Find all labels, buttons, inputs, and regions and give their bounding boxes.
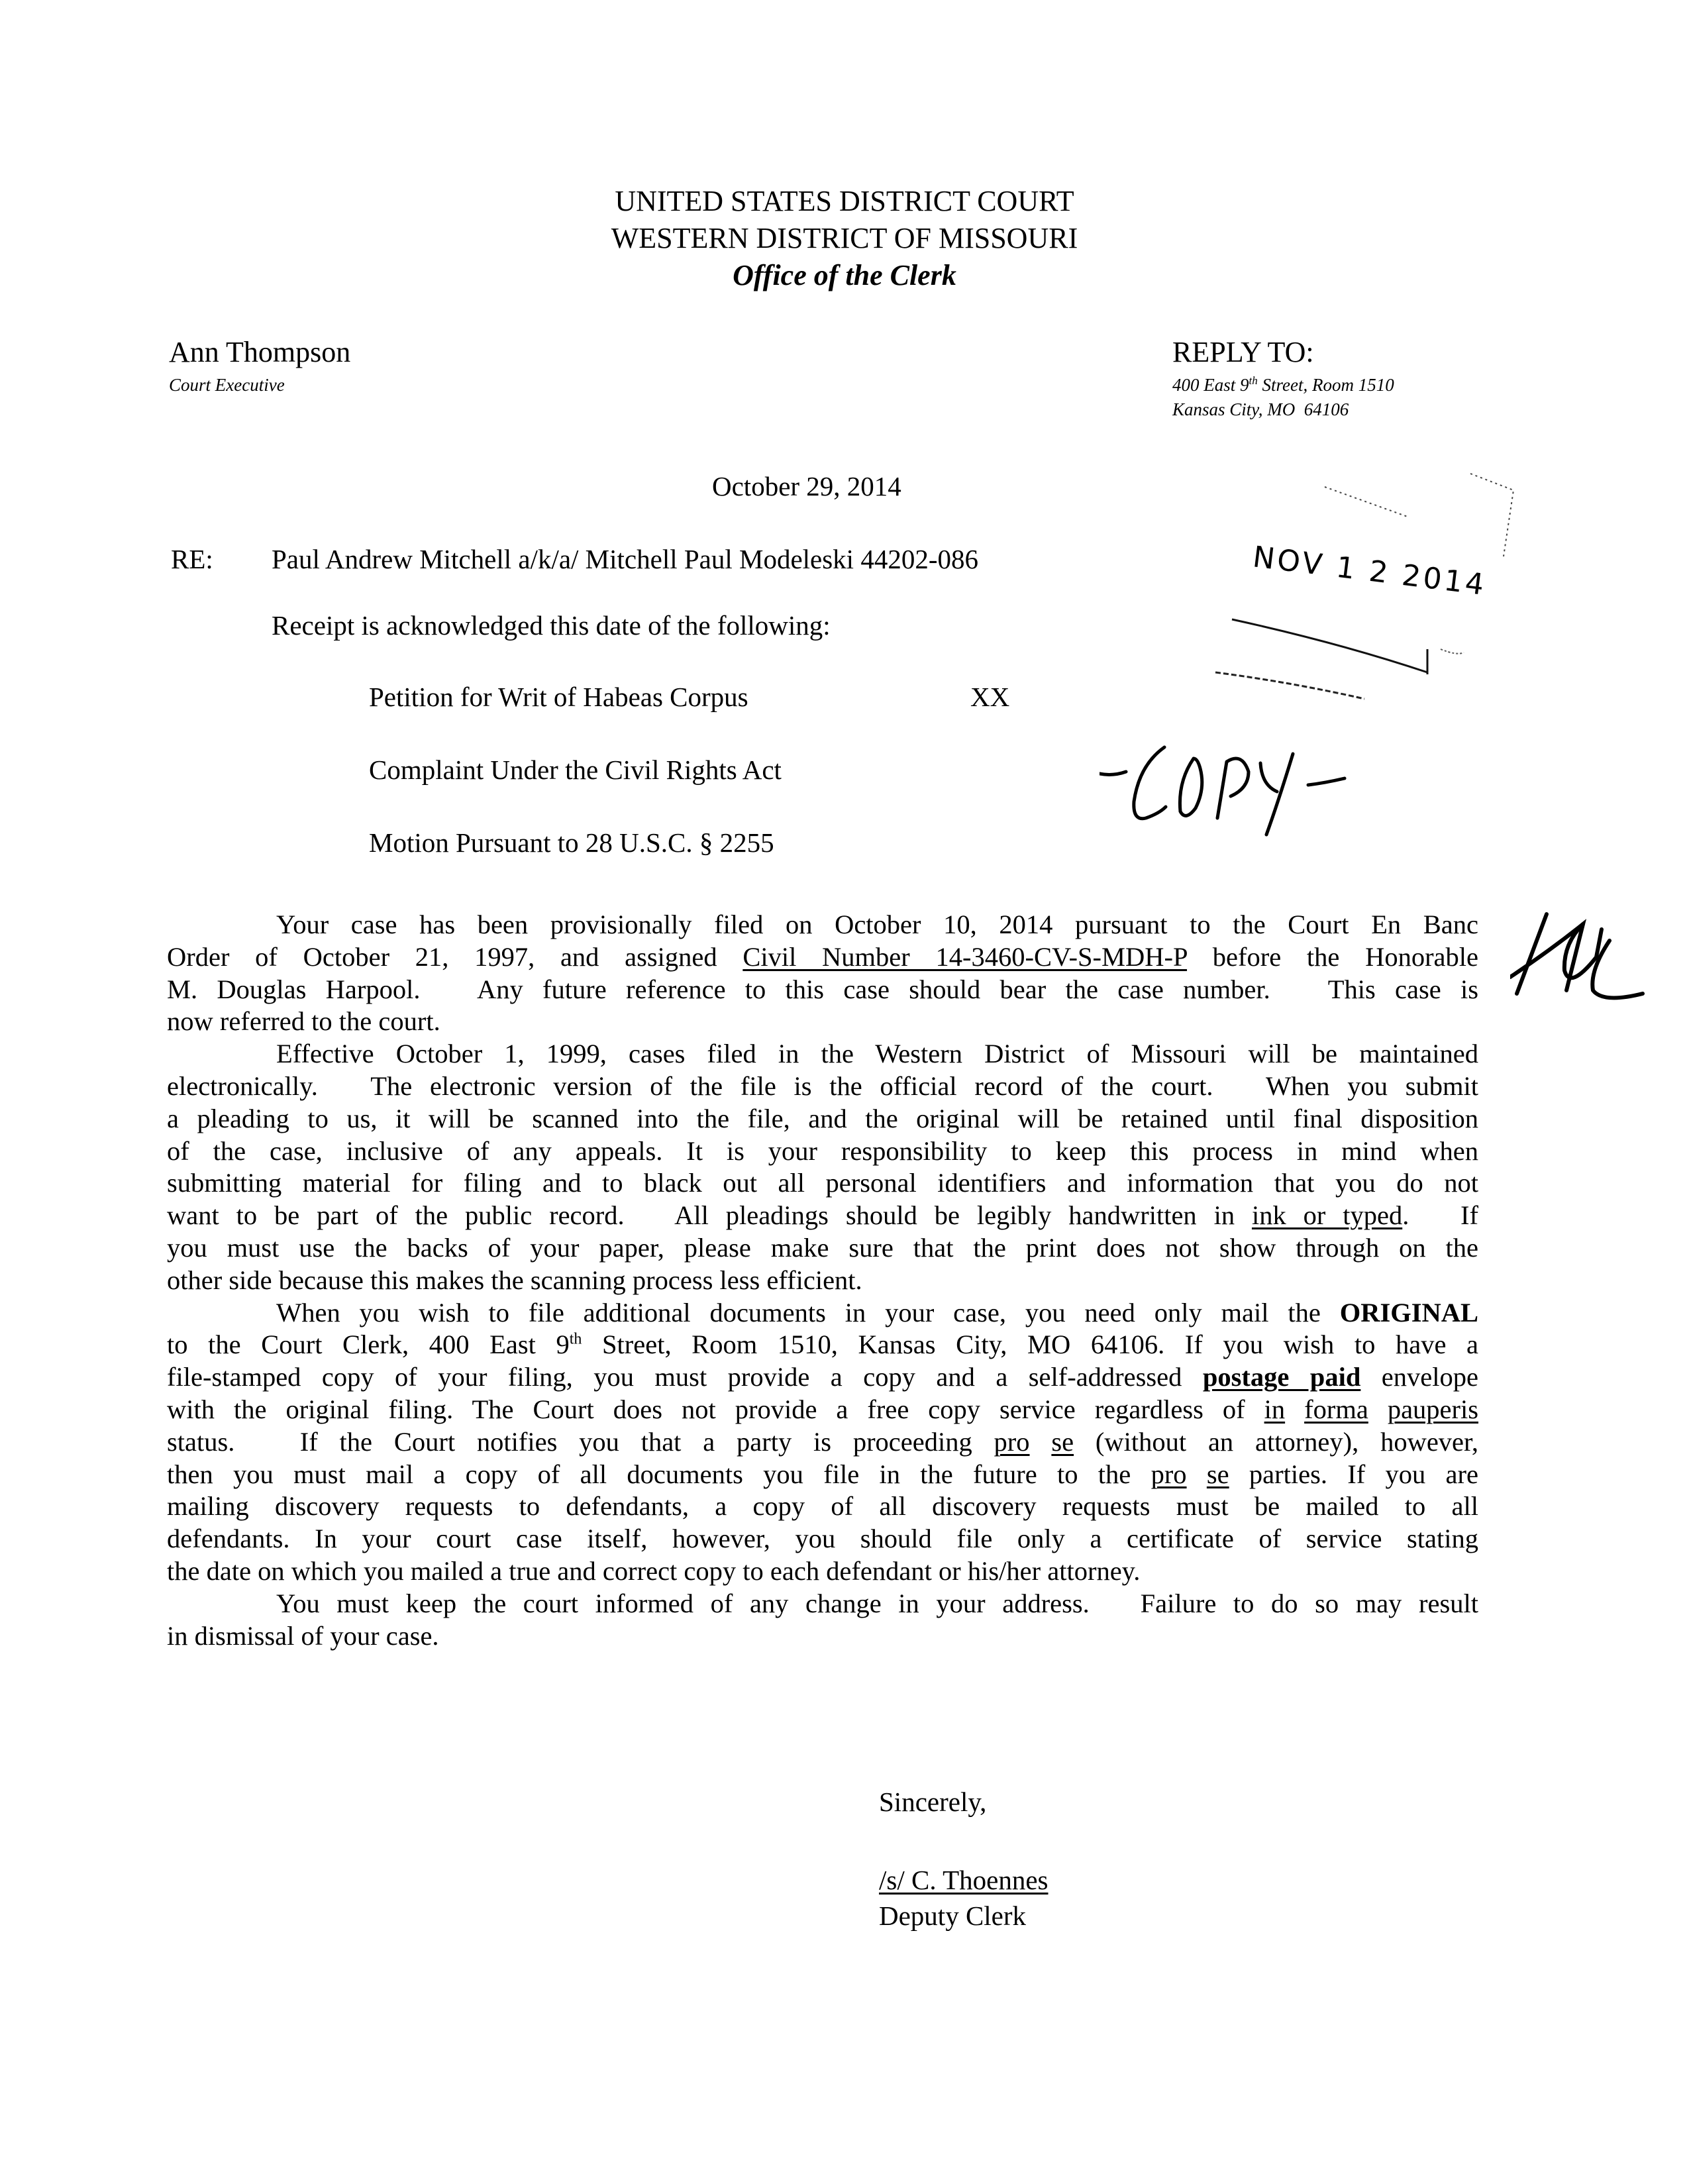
original-emphasis: ORIGINAL: [1339, 1297, 1478, 1327]
copy-letter-c: [1134, 747, 1166, 819]
paragraph3-line3-pre: file-stamped copy of your filing, you must provide a copy and a self-addressed: [167, 1362, 1203, 1392]
paragraph3-line2-post: Street, Room 1510, Kansas City, MO 64106. If you wish to have a: [582, 1329, 1478, 1360]
received-date-stamp: [1179, 450, 1616, 729]
paragraph1-line2-post: before the Honorable: [1187, 941, 1479, 972]
paragraph2-line8: other side because this makes the scanning process less efficient.: [167, 1265, 862, 1295]
reply-to-address-line1: [1172, 376, 1394, 394]
paragraph2-line5: submitting material for filing and to black out all personal identifiers and information that you do not: [167, 1168, 1478, 1198]
paragraph3-line7: mailing discovery requests to defendants, a copy of all discovery requests must be mailed to all: [167, 1491, 1478, 1522]
copy-letter-p: [1217, 758, 1249, 818]
paragraph1-line4: now referred to the court.: [167, 1006, 440, 1037]
paragraph3-line5-post: (without an attorney), however,: [1074, 1426, 1479, 1457]
initials-stroke-m: [1592, 941, 1643, 998]
initials-stroke-p: [1510, 914, 1583, 994]
in-forma-pauperis-1: in: [1264, 1394, 1286, 1424]
pro-se-2: se: [1051, 1426, 1074, 1457]
re-label: RE:: [171, 544, 213, 574]
pro-se-3: pro: [1151, 1459, 1187, 1489]
paragraph3-line5-pre: status. If the Court notifies you that a party is proceeding: [167, 1426, 994, 1457]
stamp-rule: [1215, 672, 1364, 699]
reply-to-street: 400 East 9: [1172, 375, 1249, 395]
stamp-mark: [1441, 649, 1464, 654]
paragraph3-line2-pre: to the Court Clerk, 400 East 9: [167, 1329, 570, 1360]
paragraph3-line1: [167, 1297, 1478, 1329]
sender-name: Ann Thompson: [169, 336, 351, 368]
closing-signature: /s/ C. Thoennes: [879, 1865, 1049, 1895]
checklist-item-2255: Motion Pursuant to 28 U.S.C. § 2255: [369, 827, 774, 858]
paragraph3-line6-pre: then you must mail a copy of all documents you file in the future to the: [167, 1459, 1151, 1489]
handwritten-initials: [1510, 911, 1676, 1017]
copy-letter-y: [1260, 754, 1293, 835]
in-forma-pauperis-2: forma: [1304, 1394, 1368, 1424]
paragraph2-line4: of the case, inclusive of any appeals. It is your responsibility to keep this process in mind when: [167, 1135, 1478, 1166]
paragraph3-line6-post: parties. If you are: [1229, 1459, 1478, 1489]
court-name: UNITED STATES DISTRICT COURT: [615, 185, 1074, 217]
paragraph3-line5: [167, 1426, 1478, 1459]
district-name: WESTERN DISTRICT OF MISSOURI: [611, 222, 1078, 254]
reply-to-address-line2: Kansas City, MO 64106: [1172, 399, 1349, 419]
re-subject: Paul Andrew Mitchell a/k/a/ Mitchell Paul Modeleski 44202-086: [272, 544, 978, 574]
in-forma-pauperis-3: pauperis: [1387, 1394, 1479, 1424]
checklist-item-civil-rights: Complaint Under the Civil Rights Act: [369, 754, 782, 785]
pro-se-1: pro: [994, 1426, 1030, 1457]
copy-dash-right: [1308, 778, 1345, 785]
paragraph3-line2: [167, 1329, 1478, 1361]
paragraph3-line8: defendants. In your court case itself, however, you should file only a certificate of service stating: [167, 1524, 1478, 1554]
paragraph3-line3: [167, 1361, 1478, 1394]
handwritten-copy-mark: [1100, 735, 1563, 881]
paragraph3-line4: [167, 1394, 1478, 1426]
paragraph2-line3: a pleading to us, it will be scanned into the file, and the original will be retained until final disposition: [167, 1103, 1478, 1133]
paragraph3-line6: [167, 1459, 1478, 1491]
copy-letter-o: [1180, 758, 1202, 815]
paragraph2-line2: electronically. The electronic version of the file is the official record of the court. When you submit: [167, 1070, 1478, 1101]
case-number: Civil Number 14-3460-CV-S-MDH-P: [742, 941, 1188, 972]
paragraph2-line6: [167, 1200, 1478, 1232]
paragraph1-line2-pre: Order of October 21, 1997, and assigned: [167, 941, 743, 972]
paragraph1-line3: M. Douglas Harpool. Any future reference to this case should bear the case number. This case is: [167, 974, 1478, 1004]
letter-date: October 29, 2014: [712, 471, 901, 501]
checklist-mark-habeas: XX: [970, 682, 1010, 712]
paragraph1-line2: [167, 941, 1478, 974]
ink-or-typed: ink or typed: [1251, 1200, 1403, 1231]
paragraph3-line2-sup: th: [569, 1330, 582, 1348]
stamp-frame-line: [1325, 487, 1408, 517]
paragraph3-line1-pre: When you wish to file additional documents in your case, you need only mail the: [276, 1297, 1340, 1327]
stamp-date-text: NOV 1 2 2014: [1251, 540, 1489, 603]
paragraph2-line7: you must use the backs of your paper, please make sure that the print does not show through on the: [167, 1232, 1478, 1263]
paragraph1-line1: Your case has been provisionally filed on October 10, 2014 pursuant to the Court En Banc: [276, 910, 1478, 939]
paragraph4-line2: in dismissal of your case.: [167, 1620, 439, 1651]
paragraph3-line4-pre: with the original filing. The Court does not provide a free copy service regardless of: [167, 1394, 1264, 1424]
postage-paid-emphasis: postage paid: [1202, 1362, 1361, 1392]
pro-se-4: se: [1206, 1459, 1229, 1489]
paragraph2-line6-pre: want to be part of the public record. All pleadings should be legibly handwritten in: [167, 1200, 1252, 1231]
paragraph3-line9: the date on which you mailed a true and correct copy to each defendant or his/her attorney.: [167, 1555, 1141, 1586]
office-name: Office of the Clerk: [733, 259, 956, 291]
letter-body: [167, 909, 1478, 1652]
closing-salutation: Sincerely,: [879, 1787, 987, 1817]
paragraph2-line1: Effective October 1, 1999, cases filed in the Western District of Missouri will be maintained: [276, 1039, 1478, 1069]
receipt-intro: Receipt is acknowledged this date of the following:: [272, 610, 831, 641]
stamp-frame-line: [1470, 474, 1513, 556]
stamp-rule: [1232, 619, 1427, 672]
closing-title: Deputy Clerk: [879, 1900, 1027, 1931]
sender-title: Court Executive: [169, 375, 285, 395]
checklist-item-habeas: Petition for Writ of Habeas Corpus: [369, 682, 748, 712]
paragraph2-line6-post: . If: [1402, 1200, 1478, 1231]
reply-to-label: REPLY TO:: [1172, 336, 1314, 368]
paragraph4-line1: You must keep the court informed of any change in your address. Failure to do so may result: [276, 1588, 1478, 1618]
copy-dash-left: [1100, 772, 1126, 774]
reply-to-room: Street, Room 1510: [1257, 375, 1394, 395]
reply-to-street-sup: th: [1249, 374, 1258, 387]
paragraph3-line3-post: envelope: [1360, 1362, 1478, 1392]
